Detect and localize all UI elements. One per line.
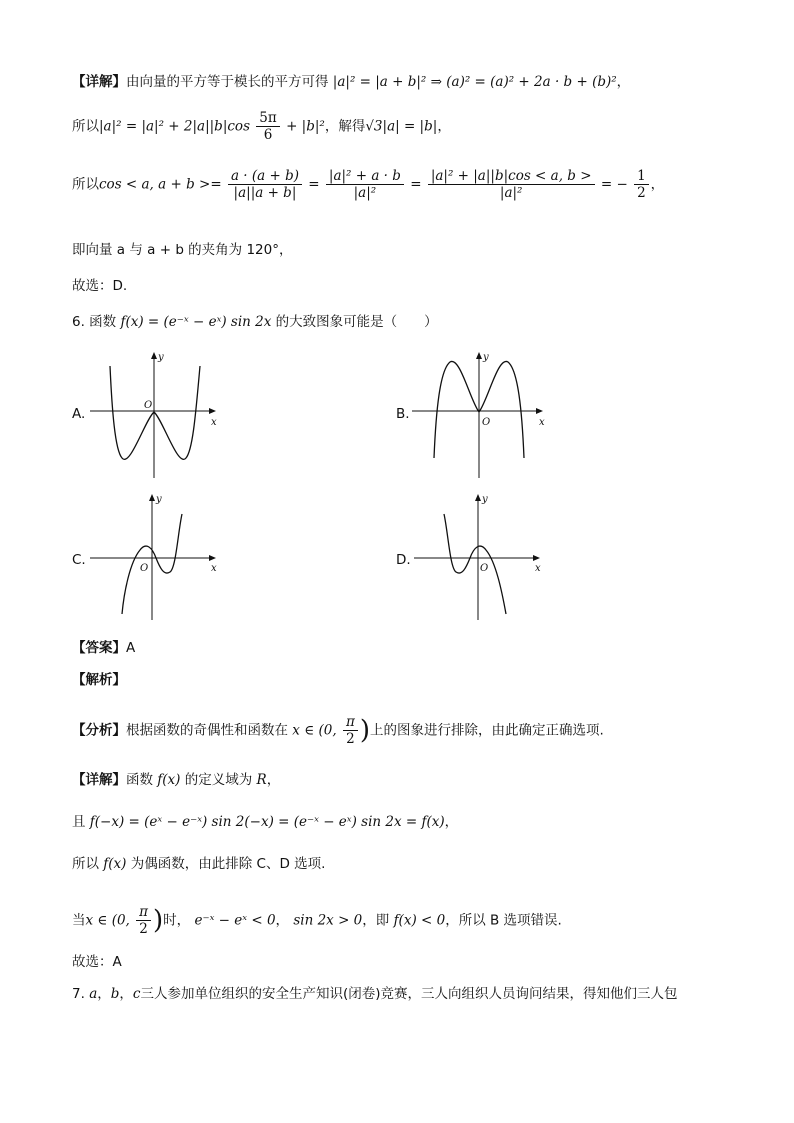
equation-right: + |b|² xyxy=(286,118,325,135)
curve xyxy=(444,514,506,614)
fraction-denominator: 2 xyxy=(346,731,355,747)
function-name: f(x) xyxy=(103,856,127,872)
x-axis-arrow xyxy=(209,555,216,561)
fraction-numerator: π xyxy=(343,714,358,731)
graph-a[interactable] xyxy=(90,350,220,482)
fraction-5pi-6 xyxy=(256,110,279,143)
fraction-denominator: 2 xyxy=(139,921,148,937)
origin-label: O xyxy=(144,400,153,411)
punctuation: ， xyxy=(650,176,665,193)
text: ， xyxy=(275,912,290,929)
person-c: c xyxy=(132,986,141,1002)
question-text: 三人参加单位组织的安全生产知识(闭卷)竞赛，三人向组织人员询问结果，得知他们三人包 xyxy=(140,986,678,1002)
punctuation: ， xyxy=(616,74,631,90)
x-axis-label: x xyxy=(211,417,217,428)
question-6 xyxy=(72,312,438,332)
x-axis-label: x xyxy=(211,563,217,574)
choose-d: 故选：D. xyxy=(72,278,128,294)
text: ，即 xyxy=(362,912,390,929)
detail-tag: 【详解】 xyxy=(72,74,126,90)
y-axis-arrow xyxy=(149,494,155,501)
y-axis-label: y xyxy=(483,352,489,363)
x-axis-arrow xyxy=(536,408,543,414)
x-axis-arrow xyxy=(533,555,540,561)
answer-value: A xyxy=(126,640,136,656)
fraction-denominator: 6 xyxy=(263,127,273,143)
answer-tag: 【答案】 xyxy=(72,640,126,656)
exp-difference-negative: e⁻ˣ − eˣ < 0 xyxy=(194,912,276,929)
sin-positive: sin 2x > 0 xyxy=(293,912,363,929)
graph-b[interactable] xyxy=(412,350,547,482)
curve xyxy=(110,366,200,459)
y-axis-label: y xyxy=(482,494,488,505)
origin-label: O xyxy=(480,563,489,574)
y-axis-arrow xyxy=(151,352,157,359)
y-axis-arrow xyxy=(476,352,482,359)
detail2-tag: 【详解】 xyxy=(72,772,126,788)
fraction-pi-2 xyxy=(343,714,358,747)
punctuation: ， xyxy=(437,118,451,135)
fraction-denominator: |a||a + b| xyxy=(233,185,297,201)
fraction-half xyxy=(634,168,649,201)
separator: ， xyxy=(119,986,133,1002)
interval-open: x ∈ (0, xyxy=(292,722,337,739)
graph-d[interactable] xyxy=(414,492,544,622)
text-lead: 所以 xyxy=(72,856,99,872)
fenxi-line xyxy=(72,714,604,747)
when-line xyxy=(72,904,562,937)
fraction-numerator: π xyxy=(136,904,151,921)
interval-open: x ∈ (0, xyxy=(85,912,130,929)
text-lead: 当 xyxy=(72,912,86,929)
equation-expand: (a)² = (a)² + 2a · b + (b)² xyxy=(446,74,617,90)
x-axis-label: x xyxy=(539,417,545,428)
fraction-2 xyxy=(326,168,404,201)
x-axis-arrow xyxy=(209,408,216,414)
person-b: b xyxy=(110,986,120,1002)
equals-sign: = xyxy=(410,176,422,193)
equals-minus: = − xyxy=(600,176,628,193)
analysis-tag: 【解析】 xyxy=(72,672,126,688)
fraction-numerator: |a|² + a · b xyxy=(326,168,404,185)
fraction-denominator: 2 xyxy=(637,185,646,201)
origin-label: O xyxy=(482,417,491,428)
fenxi-tag: 【分析】 xyxy=(72,722,126,739)
text: 函数 xyxy=(126,772,153,788)
question-tail: 的大致图象可能是（ ） xyxy=(275,314,438,330)
question-label: 6. 函数 xyxy=(72,314,117,330)
fraction-numerator: a · (a + b) xyxy=(228,168,302,185)
fraction-numerator: 5π xyxy=(256,110,279,127)
conclude-text: 为偶函数，由此排除 C、D 选项. xyxy=(130,856,326,872)
equation-modulus: |a|² = |a + b|² xyxy=(332,74,427,90)
graph-c[interactable] xyxy=(90,492,220,622)
fraction-1 xyxy=(228,168,302,201)
x-axis-label: x xyxy=(535,563,541,574)
fenxi-text: 根据函数的奇偶性和函数在 xyxy=(126,722,288,739)
fraction-pi-2 xyxy=(136,904,151,937)
choose-a: 故选：A xyxy=(72,954,122,970)
fraction-numerator: 1 xyxy=(634,168,649,185)
text-lead: 所以 xyxy=(72,176,99,193)
option-c-label[interactable]: C. xyxy=(72,552,86,568)
fraction-denominator: |a|² xyxy=(353,185,377,201)
detail-paragraph-4: 即向量 a 与 a + b 的夹角为 120°， xyxy=(72,242,293,258)
question-7 xyxy=(72,984,678,1004)
f-negative: f(x) < 0 xyxy=(393,912,446,929)
text: 时， xyxy=(163,912,191,929)
y-axis-label: y xyxy=(158,352,164,363)
even-proof-line xyxy=(72,812,458,832)
option-a-label[interactable]: A. xyxy=(72,406,86,422)
real-set: R xyxy=(256,772,267,788)
fraction-denominator: |a|² xyxy=(499,185,523,201)
detail-text: 由向量的平方等于模长的平方可得 xyxy=(126,74,329,90)
answer-line xyxy=(72,638,135,658)
detail-paragraph-1 xyxy=(72,72,630,92)
function-expression: f(x) = (e⁻ˣ − eˣ) sin 2x xyxy=(120,314,272,330)
text-lead: 且 xyxy=(72,814,86,830)
person-a: a xyxy=(89,986,98,1002)
y-axis-arrow xyxy=(475,494,481,501)
implies-arrow: ⇒ xyxy=(430,74,442,90)
detail-paragraph-2 xyxy=(72,110,451,143)
equals-sign: = xyxy=(308,176,320,193)
option-d-label[interactable]: D. xyxy=(396,552,411,568)
fraction-numerator: |a|² + |a||b|cos < a, b > xyxy=(428,168,595,185)
interval-close: ) xyxy=(153,905,164,936)
fraction-3 xyxy=(428,168,595,201)
text-mid: ，解得 xyxy=(324,118,366,135)
separator: ， xyxy=(97,986,111,1002)
question-label: 7. xyxy=(72,986,85,1002)
fenxi-text-2: 上的图象进行排除，由此确定正确选项. xyxy=(369,722,604,739)
equation-left: |a|² = |a|² + 2|a||b|cos xyxy=(99,118,250,135)
option-b-label[interactable]: B. xyxy=(396,406,410,422)
text: 的定义域为 xyxy=(184,772,253,788)
punctuation: ， xyxy=(444,814,459,830)
function-name: f(x) xyxy=(157,772,181,788)
text: ，所以 B 选项错误. xyxy=(445,912,562,929)
cos-expression: cos < a, a + b >= xyxy=(99,176,222,193)
equation-solution: √3|a| = |b| xyxy=(365,118,438,135)
detail2-line xyxy=(72,770,280,790)
even-proof-expression: f(−x) = (eˣ − e⁻ˣ) sin 2(−x) = (e⁻ˣ − eˣ) sin 2x = f(x) xyxy=(89,814,445,830)
y-axis-label: y xyxy=(156,494,162,505)
interval-close: ) xyxy=(359,715,370,746)
text-lead: 所以 xyxy=(72,118,99,135)
detail-paragraph-3 xyxy=(72,168,664,201)
punctuation: ， xyxy=(266,772,281,788)
origin-label: O xyxy=(140,563,149,574)
conclude-line xyxy=(72,854,325,874)
